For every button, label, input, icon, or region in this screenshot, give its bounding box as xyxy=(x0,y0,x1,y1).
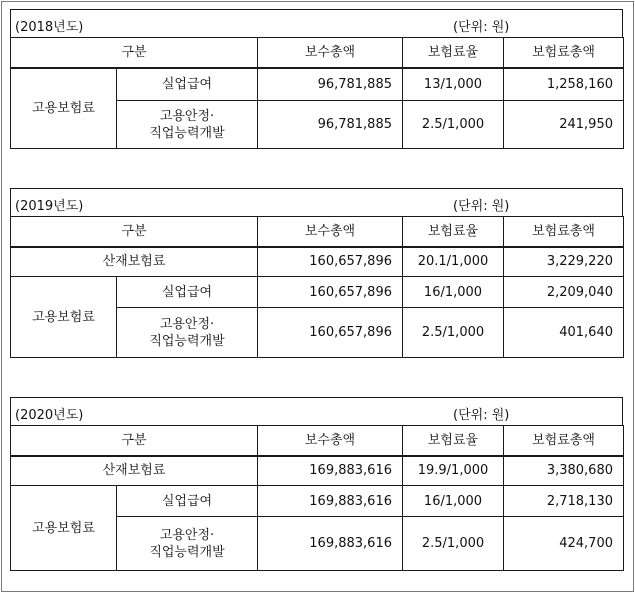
group-label: 고용보험료 xyxy=(11,486,117,571)
premium-cell: 401,640 xyxy=(504,308,624,358)
premium-cell: 2,209,040 xyxy=(504,277,624,308)
header-row xyxy=(11,426,624,456)
header-total-wage: 보수총액 xyxy=(258,38,403,68)
table-caption xyxy=(10,9,623,37)
premium-cell: 424,700 xyxy=(504,517,624,571)
header-row xyxy=(11,217,624,247)
table-row xyxy=(11,486,624,517)
table-2018 xyxy=(10,9,623,149)
sub-label: 실업급여 xyxy=(117,277,258,308)
premium-cell: 3,380,680 xyxy=(504,456,624,486)
group-label: 고용보험료 xyxy=(11,277,117,358)
total-wage-cell: 96,781,885 xyxy=(258,68,403,101)
rate-cell: 19.9/1,000 xyxy=(403,456,504,486)
header-premium: 보험료총액 xyxy=(504,217,624,247)
header-rate: 보험료율 xyxy=(403,217,504,247)
sub-label: 고용안정· 직업능력개발 xyxy=(117,308,258,358)
rate-cell: 2.5/1,000 xyxy=(403,517,504,571)
unit-label: (단위: 원) xyxy=(453,408,510,423)
header-premium: 보험료총액 xyxy=(504,38,624,68)
premium-cell: 241,950 xyxy=(504,101,624,149)
table-row xyxy=(11,247,624,277)
header-total-wage: 보수총액 xyxy=(258,426,403,456)
premium-cell: 2,718,130 xyxy=(504,486,624,517)
year-label: (2018년도) xyxy=(15,20,84,35)
header-total-wage: 보수총액 xyxy=(258,217,403,247)
rate-cell: 2.5/1,000 xyxy=(403,308,504,358)
rate-cell: 16/1,000 xyxy=(403,277,504,308)
total-wage-cell: 169,883,616 xyxy=(258,517,403,571)
header-rate: 보험료율 xyxy=(403,426,504,456)
sub-label: 고용안정· 직업능력개발 xyxy=(117,517,258,571)
table-row xyxy=(11,456,624,486)
sub-label: 고용안정· 직업능력개발 xyxy=(117,101,258,149)
header-row xyxy=(11,38,624,68)
header-category: 구분 xyxy=(11,38,258,68)
total-wage-cell: 169,883,616 xyxy=(258,486,403,517)
unit-label: (단위: 원) xyxy=(453,199,510,214)
premium-cell: 3,229,220 xyxy=(504,247,624,277)
rate-cell: 20.1/1,000 xyxy=(403,247,504,277)
table-row xyxy=(11,68,624,101)
total-wage-cell: 169,883,616 xyxy=(258,456,403,486)
table-row xyxy=(11,277,624,308)
year-label: (2019년도) xyxy=(15,199,84,214)
header-premium: 보험료총액 xyxy=(504,426,624,456)
premium-cell: 1,258,160 xyxy=(504,68,624,101)
header-category: 구분 xyxy=(11,426,258,456)
rate-cell: 16/1,000 xyxy=(403,486,504,517)
total-wage-cell: 160,657,896 xyxy=(258,277,403,308)
sub-label: 실업급여 xyxy=(117,68,258,101)
industrial-label: 산재보험료 xyxy=(11,247,258,277)
table-caption xyxy=(10,397,623,425)
table-2020 xyxy=(10,397,623,571)
table-2019 xyxy=(10,188,623,358)
unit-label: (단위: 원) xyxy=(453,20,510,35)
industrial-label: 산재보험료 xyxy=(11,456,258,486)
rate-cell: 13/1,000 xyxy=(403,68,504,101)
rate-cell: 2.5/1,000 xyxy=(403,101,504,149)
header-category: 구분 xyxy=(11,217,258,247)
header-rate: 보험료율 xyxy=(403,38,504,68)
total-wage-cell: 96,781,885 xyxy=(258,101,403,149)
total-wage-cell: 160,657,896 xyxy=(258,247,403,277)
group-label: 고용보험료 xyxy=(11,68,117,149)
table-caption xyxy=(10,188,623,216)
year-label: (2020년도) xyxy=(15,408,84,423)
sub-label: 실업급여 xyxy=(117,486,258,517)
total-wage-cell: 160,657,896 xyxy=(258,308,403,358)
